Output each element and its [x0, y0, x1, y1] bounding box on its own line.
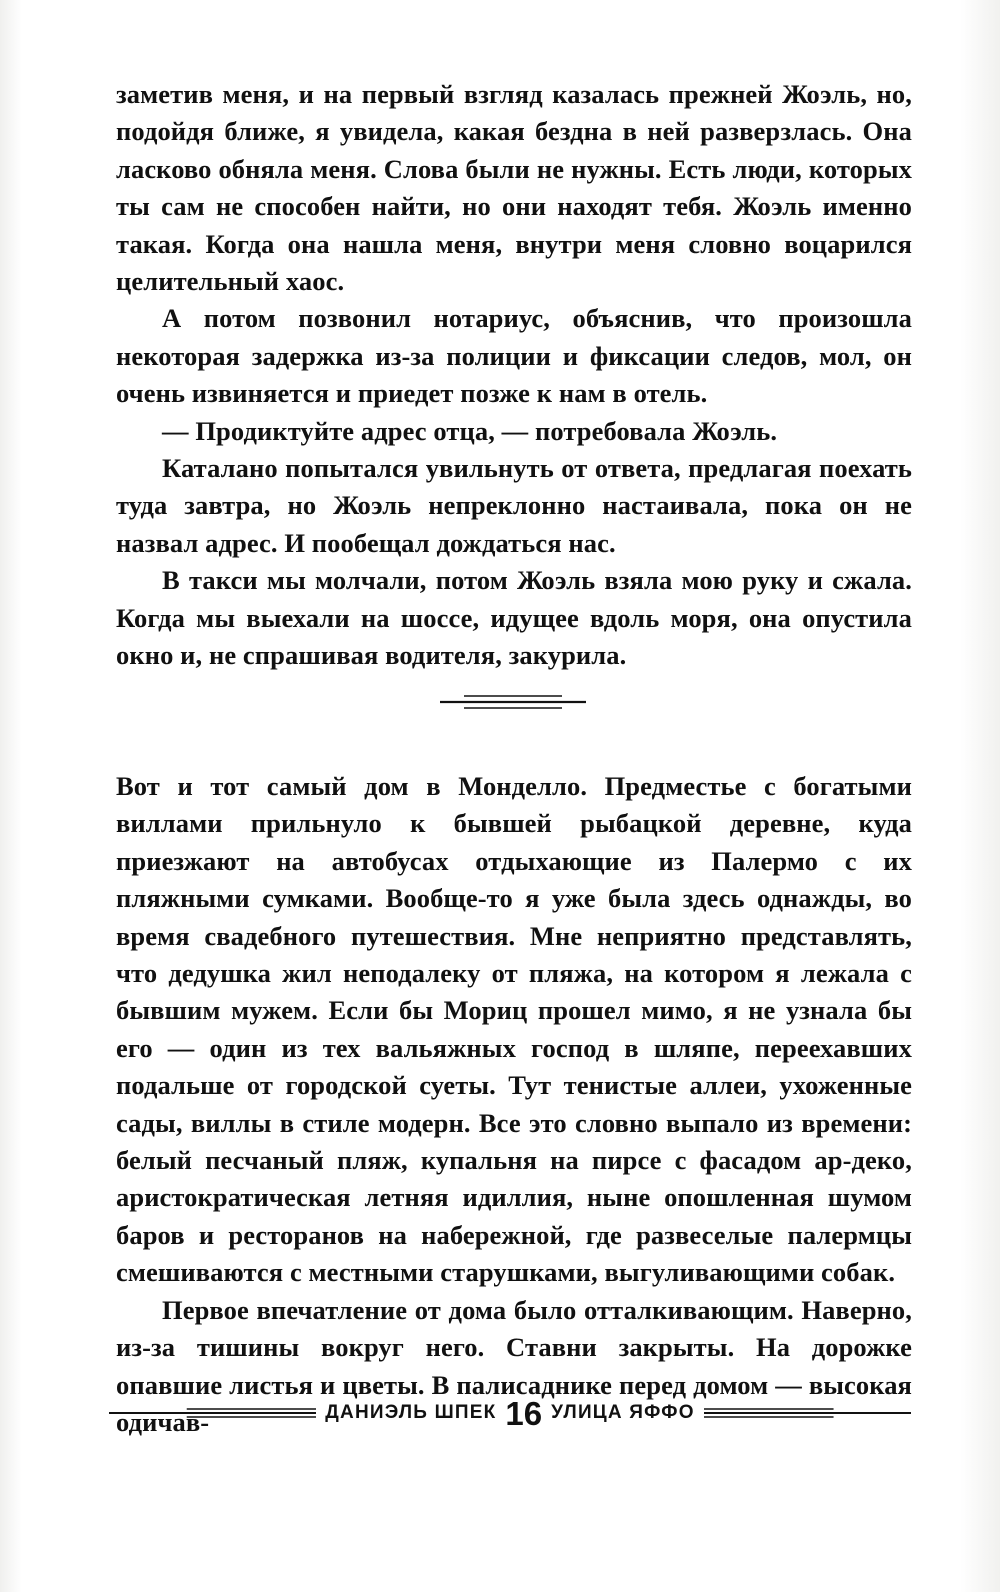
section-divider [440, 691, 586, 713]
paragraph: заметив меня, и на первый взгляд казалась прежней Жоэль, но, подойдя ближе, я увидела, какая бездна в ней разверзлась. Она ласково обняла меня. Слова были не нужны. Есть люди, которых ты сам не способен найти, но они находят тебя. Жоэль именно такая. Когда она нашла меня, внутри меня словно воцарился целительный хаос. [116, 79, 912, 297]
paragraph: — Продиктуйте адрес отца, — потребовала Жоэль. [162, 415, 778, 446]
text-block-top [116, 76, 912, 675]
paragraph: А потом позвонил нотариус, объяснив, что произошла некоторая задержка из-за полиции и фиксации следов, мол, он очень извиняется и приедет позже к нам в отель. [116, 303, 912, 409]
divider-ornament [440, 691, 586, 713]
footer-book-title: УЛИЦА ЯФФО [551, 1402, 695, 1423]
text-block-bottom [116, 768, 912, 1441]
paragraph: Вот и тот самый дом в Монделло. Предместье с богатыми виллами прильнуло к бывшей рыбацкой деревне, куда приезжают на автобусах отдыхающие из Палермо с их пляжными сумками. Вообще-то я уже была здесь однажды, во время свадебного путешествия. Мне неприятно представлять, что дедушка жил неподалеку от пляжа, на котором я лежала с бывшим мужем. Если бы Мориц прошел мимо, я не узнала бы его — один из тех вальяжных господ в шляпе, переехавших подальше от городской суеты. Тут тенистые аллеи, ухоженные сады, виллы в стиле модерн. Все это словно выпало из времени: белый песчаный пляж, купальня на пирсе с фасадом ар-деко, аристократическая летняя идиллия, ныне опошленная шумом баров и ресторанов на набережной, где развеселые палермцы смешиваются с местными старушками, выгуливающими собак. [116, 771, 912, 1288]
paragraph: Первое впечатление от дома было отталкивающим. Наверно, из-за тишины вокруг него. Ставни закрыты. На дорожке опавшие листья и цветы. В палисаднике перед домом — высокая одичав- [116, 1294, 912, 1437]
footer-rule-left [109, 1406, 316, 1420]
footer-rule-right [704, 1406, 911, 1420]
paragraph: Каталано попытался увильнуть от ответа, предлагая поехать туда завтра, но Жоэль непреклонно настаивала, пока он не назвал адрес. И пообещал дождаться нас. [116, 453, 912, 558]
paragraph: В такси мы молчали, потом Жоэль взяла мою руку и сжала. Когда мы выехали на шоссе, идущее вдоль моря, она опустила окно и, не спрашивая водителя, закурила. [116, 565, 912, 671]
page-number: 16 [505, 1394, 543, 1432]
running-footer [109, 1393, 911, 1433]
footer-author: ДАНИЭЛЬ ШПЕК [325, 1402, 497, 1423]
